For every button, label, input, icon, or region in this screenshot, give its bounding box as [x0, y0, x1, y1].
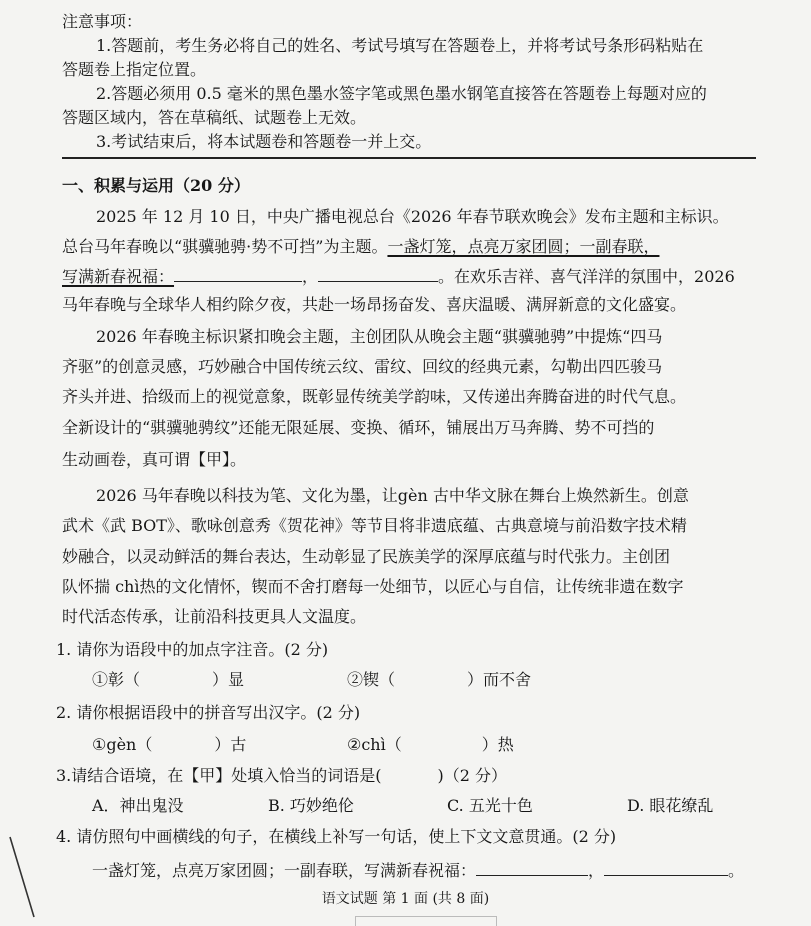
fill-blank-1[interactable]	[174, 265, 302, 282]
page-footer: 语文试题 第 1 面 (共 8 面)	[321, 891, 490, 907]
q4-comma: ，	[588, 861, 605, 880]
question-4: 4. 请仿照句中画横线的句子，在横线上补写一句话，使上下文文意贯通。(2 分)	[56, 827, 617, 846]
pen-stroke-mark	[8, 835, 38, 920]
q1-answer-b	[347, 670, 531, 690]
q4-period: 。	[728, 861, 745, 880]
q2-a-end: ）古	[214, 735, 247, 754]
paragraph-1-line-3	[62, 265, 735, 287]
underlined-sentence-cont: 写满新春祝福：	[62, 267, 175, 286]
section-heading: 一、积累与运用（20 分）	[62, 176, 250, 195]
paragraph-1-line-1: 2025 年 12 月 10 日，中央广播电视总台《2026 年春节联欢晚会》发布主题和主标识。	[96, 207, 729, 226]
paragraph-3-line-3: 妙融合，以灵动鲜活的舞台表达，生动彰显了民族美学的深厚底蕴与时代张力。主创团	[62, 547, 671, 566]
q2-a-label: ①gèn（	[92, 735, 153, 754]
underlined-sentence: 一盏灯笼，点亮万家团圆；一副春联，	[387, 237, 660, 256]
paragraph-1-line-2	[62, 237, 659, 257]
fill-blank-2[interactable]	[318, 265, 438, 282]
q3-option-d[interactable]: D. 眼花缭乱	[627, 796, 714, 815]
paragraph-3-line-4: 队怀揣 chì热的文化情怀，锲而不舍打磨每一处细节，以匠心与自信，让传统非遗在数字	[62, 577, 684, 596]
question-2: 2. 请你根据语段中的拼音写出汉字。(2 分)	[56, 703, 361, 722]
paragraph-2-line-1: 2026 年春晚主标识紧扣晚会主题，主创团队从晚会主题“骐骥驰骋”中提炼“四马	[96, 327, 663, 346]
notice-item-2-cont: 答题区域内，答在草稿纸、试题卷上无效。	[62, 108, 367, 127]
q3-option-b[interactable]: B. 巧妙绝伦	[268, 796, 354, 815]
paragraph-2-line-5: 生动画卷，真可谓【甲】。	[62, 450, 247, 469]
q4-blank-1[interactable]	[476, 859, 588, 876]
q4-answer-line	[92, 859, 744, 881]
q1-b-label: ②锲（	[347, 670, 396, 689]
comma: ，	[302, 267, 319, 286]
paragraph-1-text-cont: 。在欢乐吉祥、喜气洋洋的氛围中，2026	[438, 267, 735, 286]
q1-b-end: ）而不舍	[467, 670, 532, 689]
question-3-text: 3.请结合语境，在【甲】处填入恰当的词语是(	[56, 766, 382, 785]
q2-b-end: ）热	[481, 735, 514, 754]
q4-blank-2[interactable]	[604, 859, 728, 876]
notice-item-2: 2.答题必须用 0.5 毫米的黑色墨水签字笔或黑色墨水钢笔直接答在答题卷上每题对应的	[96, 84, 707, 103]
q2-answer-a	[92, 735, 246, 755]
paragraph-3-line-2: 武术《武 BOT》、歌咏创意秀《贺花神》等节目将非遗底蕴、古典意境与前沿数字技术精	[62, 516, 687, 535]
paragraph-1-line-4: 马年春晚与全球华人相约除夕夜，共赴一场昂扬奋发、喜庆温暖、满屏新意的文化盛宴。	[62, 295, 687, 314]
q2-b-label: ②chì（	[347, 735, 402, 754]
section-divider	[62, 157, 756, 159]
paragraph-2-line-2: 齐驱”的创意灵感，巧妙融合中国传统云纹、雷纹、回纹的经典元素，勾勒出四匹骏马	[62, 357, 663, 376]
paragraph-3-line-1: 2026 马年春晚以科技为笔、文化为墨，让gèn 古中华文脉在舞台上焕然新生。创意	[96, 486, 689, 505]
question-1: 1. 请你为语段中的加点字注音。(2 分)	[56, 640, 329, 659]
paragraph-2-line-3: 齐头并进、拾级而上的视觉意象，既彰显传统美学韵味，又传递出奔腾奋进的时代气息。	[62, 387, 687, 406]
notice-item-3: 3.考试结束后，将本试题卷和答题卷一并上交。	[96, 132, 432, 151]
notice-item-1: 1.答题前，考生务必将自己的姓名、考试号填写在答题卷上，并将考试号条形码粘贴在	[96, 36, 704, 55]
q3-option-a[interactable]: A．神出鬼没	[92, 796, 184, 815]
paragraph-3-line-5: 时代活态传承，让前沿科技更具人文温度。	[62, 607, 367, 626]
notice-title: 注意事项：	[62, 12, 143, 31]
notice-item-1-cont: 答题卷上指定位置。	[62, 60, 207, 79]
q1-a-label: ①彰（	[92, 670, 141, 689]
paragraph-2-line-4: 全新设计的“骐骥驰骋纹”还能无限延展、变换、循环，铺展出万马奔腾、势不可挡的	[62, 418, 655, 437]
q2-answer-b	[347, 735, 514, 755]
question-3	[56, 766, 507, 786]
paragraph-1-text: 总台马年春晚以“骐骥驰骋·势不可挡”为主题。	[62, 237, 388, 256]
q1-a-end: ）显	[212, 670, 245, 689]
q3-option-c[interactable]: C. 五光十色	[447, 796, 533, 815]
q1-answer-a	[92, 670, 244, 690]
question-3-score: )（2 分）	[437, 766, 508, 785]
q4-prompt-sentence: 一盏灯笼，点亮万家团圆；一副春联，写满新春祝福：	[92, 861, 477, 880]
